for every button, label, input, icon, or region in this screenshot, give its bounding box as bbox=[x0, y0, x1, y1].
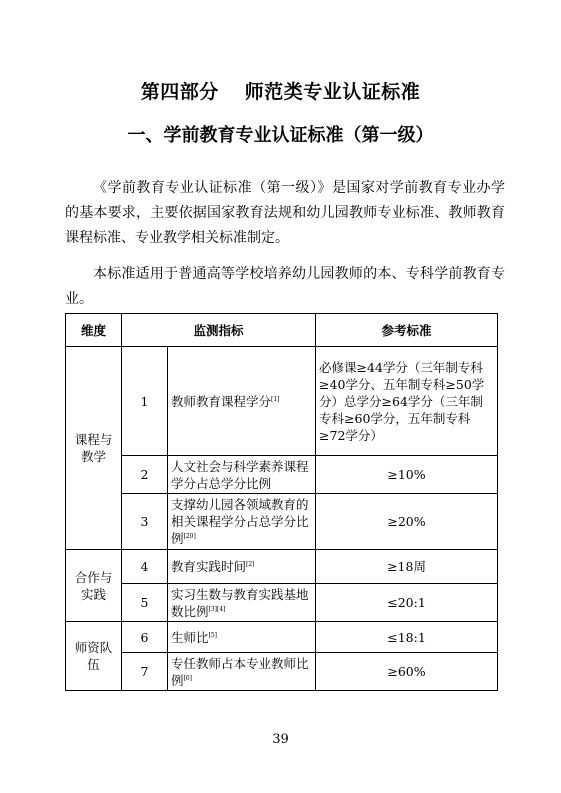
header-indicator: 监测指标 bbox=[122, 314, 316, 347]
reference-cell: ≥60% bbox=[316, 653, 498, 691]
row-number: 2 bbox=[122, 456, 168, 494]
page-number: 39 bbox=[272, 732, 289, 747]
indicator-text: 生师比 bbox=[171, 629, 209, 645]
table-row bbox=[66, 550, 498, 584]
part-title-right: 师范类专业认证标准 bbox=[244, 81, 421, 103]
dimension-cell: 师资队伍 bbox=[66, 622, 122, 691]
table-row bbox=[66, 584, 498, 622]
reference-cell: ≥20% bbox=[316, 494, 498, 550]
dimension-cell: 课程与教学 bbox=[66, 347, 122, 550]
indicator-cell bbox=[168, 653, 316, 691]
header-reference: 参考标准 bbox=[316, 314, 498, 347]
row-number: 1 bbox=[122, 347, 168, 456]
table-row bbox=[66, 456, 498, 494]
indicator-text: 实习生数与教育实践基地数比例 bbox=[171, 586, 309, 619]
table-row bbox=[66, 494, 498, 550]
reference-cell: ≥10% bbox=[316, 456, 498, 494]
reference-cell: ≤20:1 bbox=[316, 584, 498, 622]
scope-paragraph: 本标准适用于普通高等学校培养幼儿园教师的本、专科学前教育专业。 bbox=[65, 266, 505, 307]
table-row bbox=[66, 622, 498, 653]
indicator-cell bbox=[168, 622, 316, 653]
reference-cell: 必修课≥44学分（三年制专科≥40学分、五年制专科≥50学分）总学分≥64学分（三年制专科≥60学分，五年制专科≥72学分） bbox=[316, 347, 498, 456]
indicator-cell bbox=[168, 584, 316, 622]
footnote-ref: [2] bbox=[246, 560, 255, 568]
indicator-cell bbox=[168, 347, 316, 456]
indicator-text: 专任教师占本专业教师比例 bbox=[171, 655, 309, 688]
reference-cell: ≤18:1 bbox=[316, 622, 498, 653]
part-title bbox=[0, 77, 561, 104]
row-number: 5 bbox=[122, 584, 168, 622]
intro-paragraph: 《学前教育专业认证标准（第一级）》是国家对学前教育专业办学的基本要求，主要依据国家教育法规和幼儿园教师专业标准、教师教育课程标准、专业教学相关标准制定。 bbox=[65, 180, 505, 246]
footnote-ref: [3][4] bbox=[208, 605, 226, 613]
indicator-cell bbox=[168, 494, 316, 550]
table-header-row bbox=[66, 314, 498, 347]
footnote-ref: [6] bbox=[183, 674, 193, 682]
part-title-left: 第四部分 bbox=[140, 81, 219, 103]
indicator-cell bbox=[168, 456, 316, 494]
reference-cell: ≥18周 bbox=[316, 550, 498, 584]
footnote-ref: [1] bbox=[271, 395, 280, 403]
row-number: 4 bbox=[122, 550, 168, 584]
dimension-cell: 合作与实践 bbox=[66, 550, 122, 622]
standards-table bbox=[65, 313, 498, 691]
header-dimension: 维度 bbox=[66, 314, 122, 347]
row-number: 3 bbox=[122, 494, 168, 550]
footnote-ref: [5] bbox=[208, 631, 218, 639]
row-number: 7 bbox=[122, 653, 168, 691]
indicator-text: 教师教育课程学分 bbox=[171, 393, 272, 409]
footnote-ref: [20] bbox=[183, 532, 196, 540]
indicator-text: 教育实践时间 bbox=[171, 559, 247, 574]
indicator-text: 支撑幼儿园各领域教育的相关课程学分占总学分比例 bbox=[171, 497, 309, 546]
indicator-text: 人文社会与科学素养课程学分占总学分比例 bbox=[171, 458, 309, 491]
indicator-cell bbox=[168, 550, 316, 584]
row-number: 6 bbox=[122, 622, 168, 653]
table-row bbox=[66, 347, 498, 456]
table-row bbox=[66, 653, 498, 691]
section-title: 一、学前教育专业认证标准（第一级） bbox=[127, 125, 434, 146]
